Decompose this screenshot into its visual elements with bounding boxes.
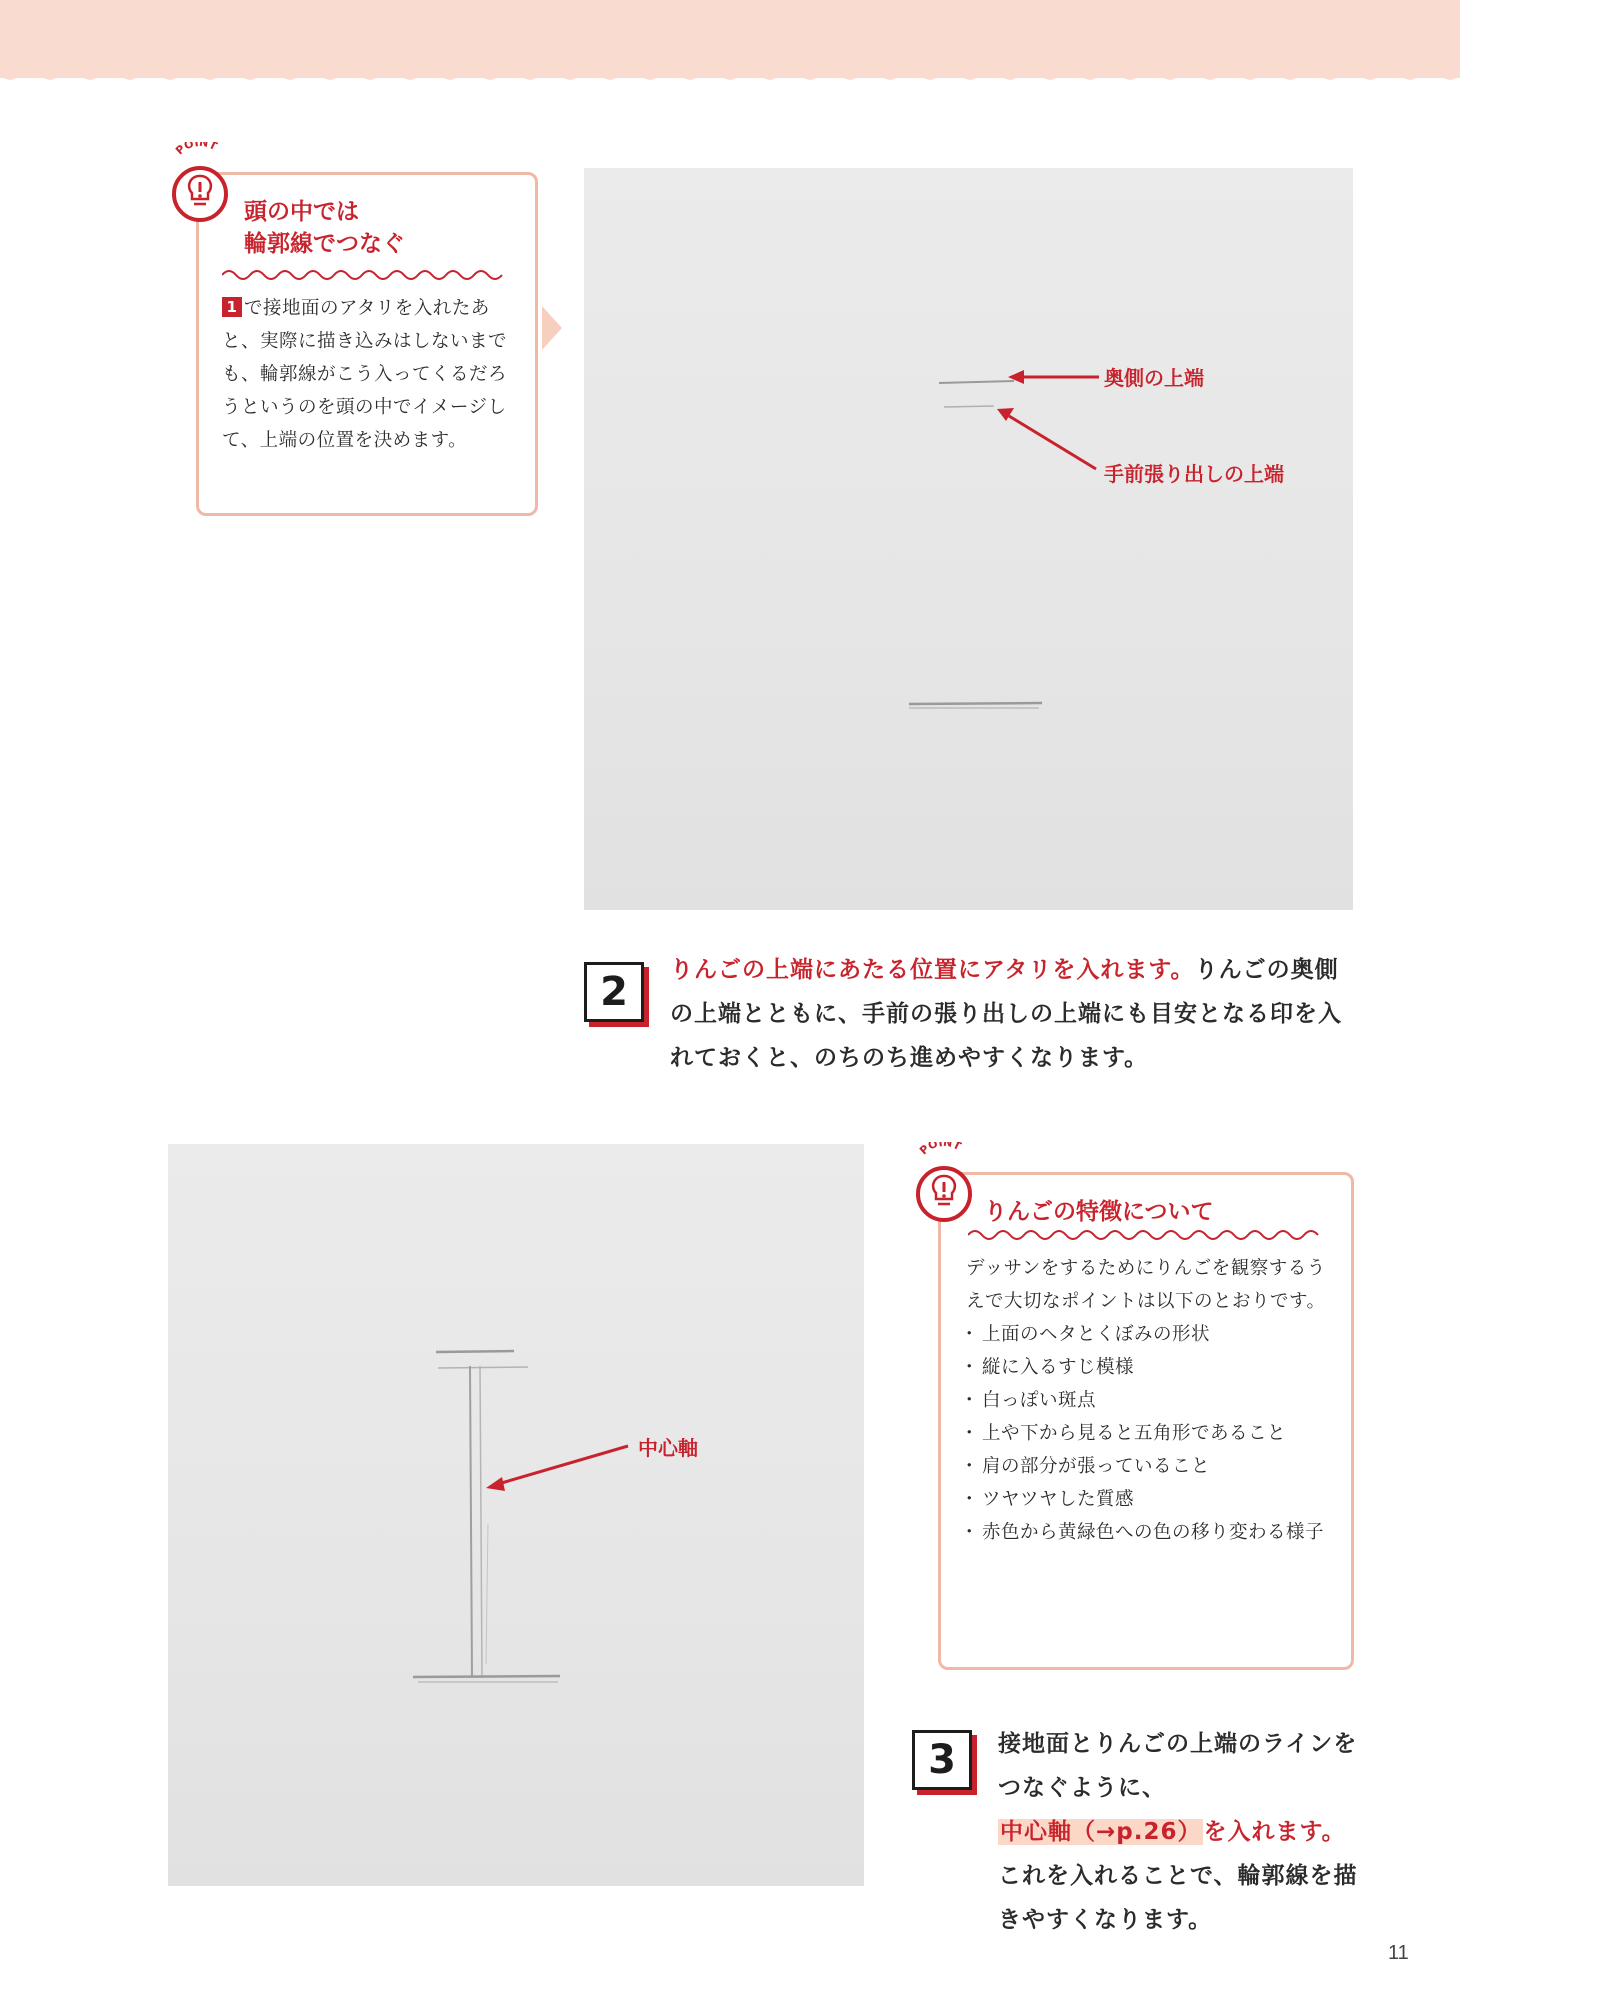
step-text-2 (670, 948, 1360, 1080)
step3-text-c: これを入れることで、輪郭線を描きやすくなります。 (998, 1863, 1358, 1933)
step-ref-chip: 1 (222, 297, 242, 317)
step3-text-a: 接地面とりんごの上端のラインをつなぐように、 (998, 1731, 1358, 1801)
feature-item: ・ 縦に入るすじ模様 (966, 1351, 1328, 1384)
step2-rest-text: りんごの奥側の上端とともに、手前の張り出しの上端にも目安となる印を入れておくと、のちのち進めやすくなります。 (670, 957, 1342, 1071)
step-number-2: 2 (584, 962, 644, 1022)
point-title-tip: 頭の中では 輪郭線でつなぐ (244, 199, 405, 257)
point-badge-label-2: POINT (917, 1142, 964, 1158)
callout-center-axis: 中心軸 (638, 1436, 698, 1460)
feature-item: ・ 赤色から黄緑色への色の移り変わる様子 (966, 1516, 1328, 1549)
step-number-3: 3 (912, 1730, 972, 1790)
feature-list (966, 1318, 1328, 1549)
wavy-divider (222, 270, 504, 280)
drawing-photo-step3 (168, 1144, 864, 1886)
point-title-features: りんごの特徴について (984, 1199, 1214, 1225)
feature-item: ・ 上面のヘタとくぼみの形状 (966, 1318, 1328, 1351)
point-body-tip (222, 292, 512, 457)
point-intro: デッサンをするためにりんごを観察するうえで大切なポイントは以下のとおりです。 (966, 1258, 1326, 1312)
point-body-features (966, 1252, 1328, 1549)
point-badge-label: POINT (173, 142, 220, 158)
pencil-mark-front-top (944, 406, 994, 407)
arrow-center-axis (498, 1446, 628, 1484)
sketch-marks-step3 (168, 1144, 864, 1886)
lightbulb-point-icon-2 (908, 1142, 980, 1226)
header-band-scallop (0, 74, 1460, 86)
step3-text-b: を入れます。 (1203, 1819, 1346, 1845)
callout-back-top: 奥側の上端 (1104, 366, 1204, 390)
header-band (0, 0, 1460, 78)
svg-text:POINT (173, 142, 219, 157)
pencil-mark-top (436, 1351, 514, 1352)
svg-text:POINT (917, 1142, 963, 1157)
page-number: 11 (1388, 1942, 1409, 1964)
feature-item: ・ ツヤツヤした質感 (966, 1483, 1328, 1516)
feature-item: ・ 肩の部分が張っていること (966, 1450, 1328, 1483)
step-text-3 (998, 1722, 1358, 1942)
sketch-marks-step2 (584, 168, 1353, 910)
feature-item: ・ 上や下から見ると五角形であること (966, 1417, 1328, 1450)
callout-front-top: 手前張り出しの上端 (1104, 462, 1284, 486)
pointer-triangle (542, 306, 562, 350)
step3-highlight: 中心軸（→p.26） (1000, 1819, 1202, 1845)
center-axis-line (470, 1366, 472, 1677)
pencil-mark-back-top (939, 381, 1014, 383)
lightbulb-point-icon (164, 142, 236, 226)
point-body-text: で接地面のアタリを入れたあと、実際に描き込みはしないまでも、輪郭線がこう入ってくるだろうというのを頭の中でイメージして、上端の位置を決めます。 (222, 298, 508, 451)
pencil-mark-ground (909, 703, 1042, 704)
drawing-photo-step2 (584, 168, 1353, 910)
step2-red-text: りんごの上端にあたる位置にアタリを入れます。 (670, 957, 1195, 983)
arrow-front-top (1009, 416, 1096, 469)
pencil-mark-ground-2 (413, 1676, 560, 1677)
wavy-divider-2 (968, 1230, 1324, 1240)
feature-item: ・ 白っぽい斑点 (966, 1384, 1328, 1417)
